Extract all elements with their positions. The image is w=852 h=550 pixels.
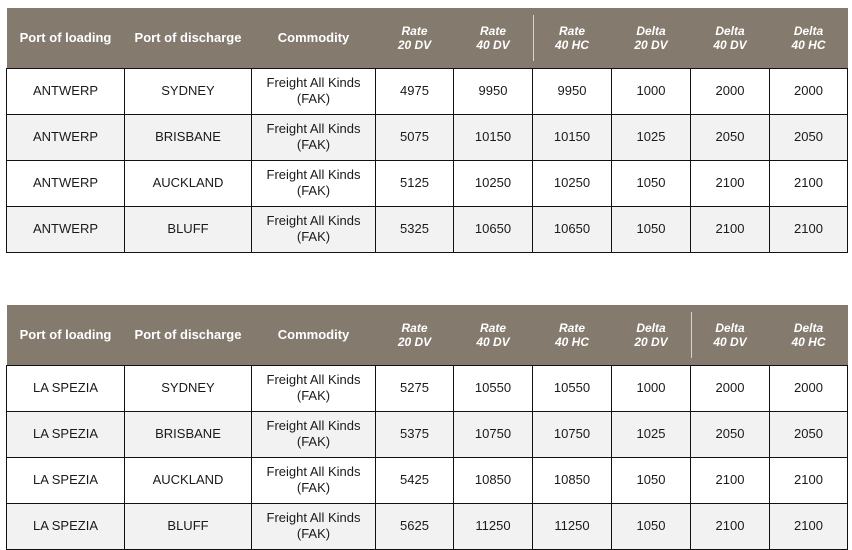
table-row — [7, 503, 848, 549]
cell-port-of-discharge: AUCKLAND — [125, 160, 252, 206]
cell-commodity: Freight All Kinds (FAK) — [252, 411, 376, 457]
header-size-label: 40 HC — [791, 37, 826, 52]
cell-delta-20dv: 1050 — [612, 160, 691, 206]
cell-port-of-loading: LA SPEZIA — [7, 503, 125, 549]
cell-delta-40hc: 2000 — [770, 365, 848, 411]
table-row — [7, 365, 848, 411]
cell-port-of-discharge: BRISBANE — [125, 411, 252, 457]
cell-rate-40dv: 10750 — [454, 411, 533, 457]
cell-delta-40hc: 2100 — [770, 503, 848, 549]
cell-rate-40dv: 10850 — [454, 457, 533, 503]
cell-rate-20dv: 4975 — [376, 68, 454, 114]
cell-delta-40dv: 2100 — [691, 503, 770, 549]
cell-port-of-loading: LA SPEZIA — [7, 365, 125, 411]
header-rate-20dv — [376, 305, 454, 365]
cell-rate-40hc: 10850 — [533, 457, 612, 503]
header-rate-40dv — [454, 8, 533, 68]
table-row — [7, 411, 848, 457]
cell-rate-40hc: 10150 — [533, 114, 612, 160]
cell-port-of-loading: LA SPEZIA — [7, 457, 125, 503]
cell-delta-40dv: 2100 — [691, 457, 770, 503]
header-size-label: 40 DV — [476, 334, 510, 349]
cell-delta-20dv: 1050 — [612, 503, 691, 549]
cell-commodity: Freight All Kinds (FAK) — [252, 457, 376, 503]
cell-rate-20dv: 5075 — [376, 114, 454, 160]
header-rate-label: Rate — [401, 23, 428, 38]
header-commodity: Commodity — [277, 30, 350, 46]
header-delta-label: Delta — [793, 23, 824, 38]
cell-port-of-loading: ANTWERP — [7, 114, 125, 160]
table-row — [7, 160, 848, 206]
cell-delta-40hc: 2100 — [770, 457, 848, 503]
cell-delta-40dv: 2050 — [691, 411, 770, 457]
cell-rate-40dv: 10650 — [454, 206, 533, 252]
cell-port-of-discharge: SYDNEY — [125, 68, 252, 114]
cell-rate-40hc: 10650 — [533, 206, 612, 252]
cell-delta-20dv: 1000 — [612, 68, 691, 114]
header-rate-40dv — [454, 305, 533, 365]
cell-commodity: Freight All Kinds (FAK) — [252, 365, 376, 411]
header-delta-label: Delta — [636, 320, 666, 335]
cell-port-of-loading: LA SPEZIA — [7, 411, 125, 457]
cell-commodity: Freight All Kinds (FAK) — [252, 160, 376, 206]
cell-rate-40hc: 9950 — [533, 68, 612, 114]
cell-rate-20dv: 5325 — [376, 206, 454, 252]
cell-delta-20dv: 1050 — [612, 457, 691, 503]
header-rate-40hc — [533, 305, 612, 365]
header-size-label: 40 HC — [554, 334, 589, 349]
cell-port-of-discharge: AUCKLAND — [125, 457, 252, 503]
table-header-row — [7, 8, 848, 68]
header-size-label: 40 DV — [476, 37, 510, 52]
cell-delta-20dv: 1050 — [612, 206, 691, 252]
cell-port-of-discharge: BLUFF — [125, 503, 252, 549]
header-size-label: 20 DV — [634, 37, 668, 52]
cell-rate-40dv: 10150 — [454, 114, 533, 160]
header-size-label: 20 DV — [397, 334, 432, 349]
cell-port-of-discharge: SYDNEY — [125, 365, 252, 411]
cell-rate-40hc: 10550 — [533, 365, 612, 411]
cell-delta-40dv: 2050 — [691, 114, 770, 160]
header-rate-20dv — [376, 8, 454, 68]
header-rate-label: Rate — [479, 23, 506, 38]
cell-rate-40dv: 10550 — [454, 365, 533, 411]
header-delta-40dv — [691, 8, 770, 68]
rates-table-la-spezia — [6, 305, 848, 550]
cell-port-of-discharge: BLUFF — [125, 206, 252, 252]
cell-rate-20dv: 5375 — [376, 411, 454, 457]
cell-delta-20dv: 1025 — [612, 114, 691, 160]
header-delta-20dv — [612, 305, 691, 365]
header-delta-40hc — [770, 305, 848, 365]
header-delta-label: Delta — [636, 23, 666, 38]
cell-commodity: Freight All Kinds (FAK) — [252, 68, 376, 114]
header-size-label: 40 DV — [713, 334, 747, 349]
cell-delta-40hc: 2050 — [770, 411, 848, 457]
header-commodity: Commodity — [277, 327, 350, 343]
table-row — [7, 206, 848, 252]
header-rate-label: Rate — [558, 320, 585, 335]
cell-delta-40dv: 2100 — [691, 160, 770, 206]
header-port-of-loading: Port of loading — [19, 327, 112, 343]
table-row — [7, 114, 848, 160]
header-delta-40hc — [770, 8, 848, 68]
cell-delta-40hc: 2050 — [770, 114, 848, 160]
cell-port-of-loading: ANTWERP — [7, 68, 125, 114]
header-rate-label: Rate — [558, 23, 585, 38]
header-delta-label: Delta — [715, 23, 745, 38]
cell-rate-40hc: 10750 — [533, 411, 612, 457]
header-delta-20dv — [612, 8, 691, 68]
header-rate-40hc — [533, 8, 612, 68]
cell-rate-40dv: 11250 — [454, 503, 533, 549]
cell-delta-40hc: 2000 — [770, 68, 848, 114]
cell-rate-40hc: 11250 — [533, 503, 612, 549]
header-port-of-loading: Port of loading — [19, 30, 112, 46]
cell-rate-40hc: 10250 — [533, 160, 612, 206]
cell-commodity: Freight All Kinds (FAK) — [252, 114, 376, 160]
table-row — [7, 68, 848, 114]
header-size-label: 40 DV — [713, 37, 747, 52]
cell-port-of-loading: ANTWERP — [7, 160, 125, 206]
cell-rate-20dv: 5125 — [376, 160, 454, 206]
header-delta-40dv — [691, 305, 770, 365]
cell-delta-40dv: 2100 — [691, 206, 770, 252]
cell-delta-40hc: 2100 — [770, 160, 848, 206]
cell-delta-40dv: 2000 — [691, 365, 770, 411]
header-size-label: 40 HC — [554, 37, 589, 52]
rates-table-antwerp — [6, 8, 848, 253]
cell-rate-20dv: 5625 — [376, 503, 454, 549]
header-delta-label: Delta — [793, 320, 824, 335]
cell-port-of-discharge: BRISBANE — [125, 114, 252, 160]
header-port-of-discharge: Port of discharge — [134, 327, 242, 343]
cell-delta-20dv: 1000 — [612, 365, 691, 411]
header-rate-label: Rate — [479, 320, 506, 335]
cell-delta-40dv: 2000 — [691, 68, 770, 114]
table-row — [7, 457, 848, 503]
table-header-row — [7, 305, 848, 365]
header-rate-label: Rate — [401, 320, 428, 335]
header-port-of-discharge: Port of discharge — [134, 30, 242, 46]
header-size-label: 20 DV — [634, 334, 668, 349]
cell-delta-20dv: 1025 — [612, 411, 691, 457]
cell-commodity: Freight All Kinds (FAK) — [252, 206, 376, 252]
cell-rate-40dv: 9950 — [454, 68, 533, 114]
cell-commodity: Freight All Kinds (FAK) — [252, 503, 376, 549]
cell-delta-40hc: 2100 — [770, 206, 848, 252]
cell-rate-20dv: 5425 — [376, 457, 454, 503]
cell-rate-20dv: 5275 — [376, 365, 454, 411]
header-delta-label: Delta — [715, 320, 745, 335]
cell-rate-40dv: 10250 — [454, 160, 533, 206]
header-size-label: 20 DV — [397, 37, 432, 52]
header-size-label: 40 HC — [791, 334, 826, 349]
cell-port-of-loading: ANTWERP — [7, 206, 125, 252]
